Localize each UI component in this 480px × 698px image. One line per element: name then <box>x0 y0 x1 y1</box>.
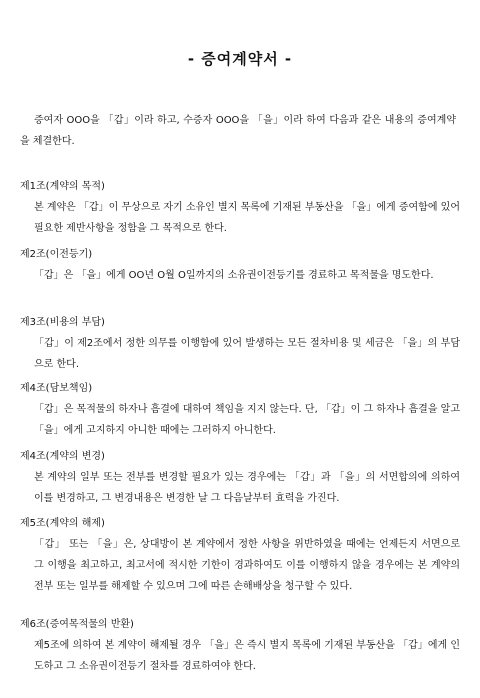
article-body: 「갑」은 「을」에게 OO년 O월 O일까지의 소유권이전등기를 경료하고 목적물을 명도한다. <box>34 270 434 281</box>
article-body: 본 계약은 「갑」이 무상으로 자기 소유인 별지 목록에 기재된 부동산을 「을」에게 증여함에 있어 필요한 제반사항을 정함을 그 목적으로 한다. <box>34 202 460 234</box>
article-body: 제5조에 의하여 본 계약이 해제될 경우 「을」은 즉시 별지 목록에 기재된 부동산을 「갑」에게 인도하고 그 소유권이전등기 절차를 경료하여야 한다. <box>34 640 460 672</box>
article-2 <box>20 248 460 286</box>
article-6 <box>20 517 460 597</box>
article-3 <box>20 316 460 375</box>
article-body: 「갑」은 목적물의 하자나 흠결에 대하여 책임을 지지 않는다. 단, 「갑」이 그 하자나 흠결을 알고 「을」에게 고지하지 아니한 때에는 그러하지 아니한다. <box>34 404 460 436</box>
article-5 <box>20 450 460 509</box>
article-body: 「갑」이 제2조에서 정한 의무를 이행함에 있어 발생하는 모든 절차비용 및 세금은 「을」의 부담으로 한다. <box>34 338 460 370</box>
article-heading: 제3조(비용의 부담) <box>20 317 105 328</box>
intro-paragraph: 증여자 OOO을 「갑」이라 하고, 수증자 OOO을 「을」이라 하여 다음과 같은 내용의 증여계약을 체결한다. <box>20 115 456 147</box>
article-heading: 제4조(담보책임) <box>20 383 93 394</box>
document-title: - 증여계약서 - <box>187 50 293 68</box>
article-heading: 제1조(계약의 목적) <box>20 181 105 192</box>
article-heading: 제6조(증여목적물의 반환) <box>20 619 134 630</box>
article-heading: 제4조(계약의 변경) <box>20 451 105 462</box>
article-1 <box>20 180 460 239</box>
article-4 <box>20 382 460 441</box>
article-heading: 제2조(이전등기) <box>20 249 93 260</box>
article-body: 본 계약의 일부 또는 전부를 변경할 필요가 있는 경우에는 「갑」과 「을」의 서면합의에 의하여 이를 변경하고, 그 변경내용은 변경한 날 그 다음날부터 효력을 가진다. <box>34 472 460 504</box>
article-heading: 제5조(계약의 해제) <box>20 518 105 529</box>
article-7 <box>20 618 460 677</box>
article-body: 「갑」 또는 「을」은, 상대방이 본 계약에서 정한 사항을 위반하였을 때에는 언제든지 서면으로 그 이행을 최고하고, 최고서에 적시한 기한이 경과하여도 이를 이행하지 않을 경우에는 본 계약의 전부 또는 일부를 해제할 수 있으며 그에 따른 손해배상을 청구할 수 있다. <box>34 539 460 592</box>
